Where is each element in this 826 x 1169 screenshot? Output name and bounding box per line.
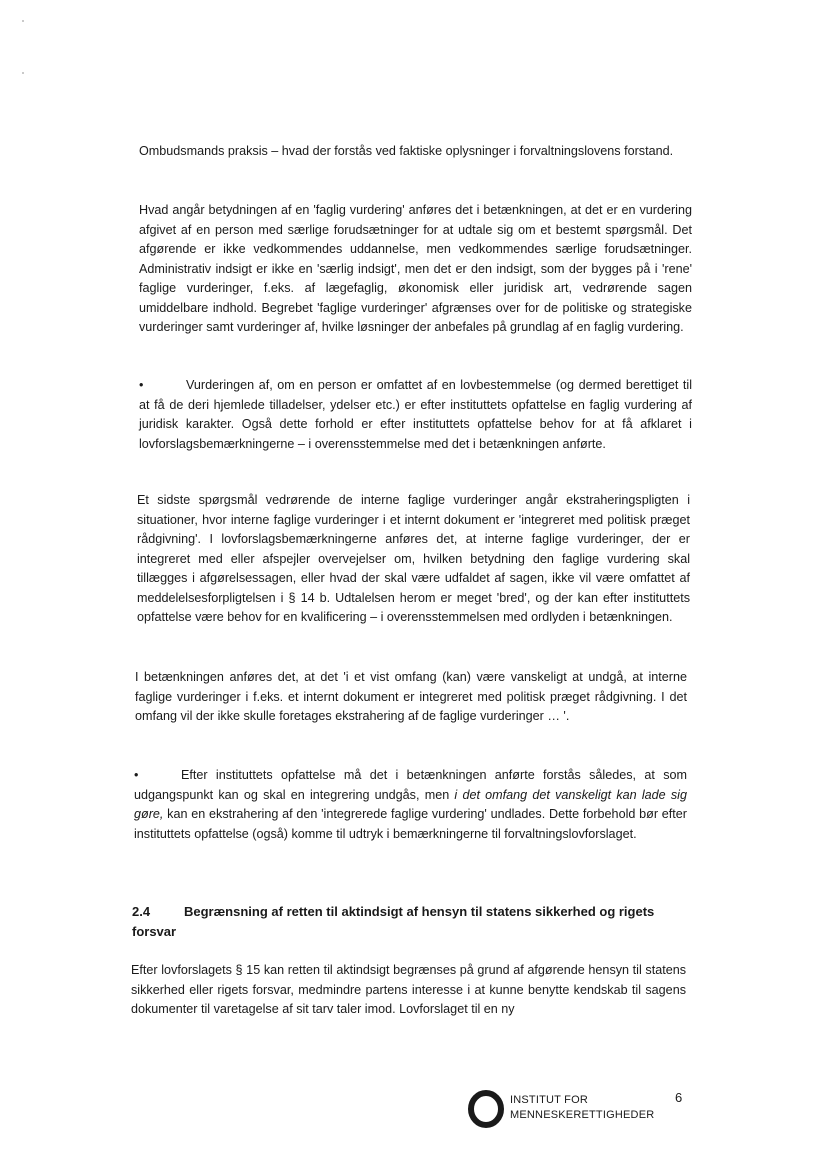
paragraph-4: Et sidste spørgsmål vedrørende de interne faglige vurderinger angår ekstraheringspligten i situationer, hvor interne faglige vurderinger i et internt dokument er 'integreret med politisk præget rådgivning'. I lovforslagsbemærkningerne anføres det, at interne faglige vurderinger, der er integreret med eller afspejler overvejelser om, hvilken betydning den faglige vurdering skal tillægges i afgørelsessagen, eller hvad der skal være udfaldet af sagen, ikke vil være omfattet af meddelelsesforpligtelsen i § 14 b. Udtalelsen herom er meget 'bred', og der kan efter instituttets opfattelse være behov for en kvalificering – i overensstemmelsen med ordlyden i betænkningen. (137, 493, 690, 624)
paragraph-3-text: Vurderingen af, om en person er omfattet af en lovbestemmelse (og dermed berettiget til at få de deri hjemlede tilladelser, ydelser etc.) er efter instituttets opfattelse en faglig vurdering af juridisk karakter. Også dette forhold er efter instituttets opfattelse behov for at få afklaret i lovforslagsbemærkningerne – i overensstemmelse med det i betænkningen anførte. (139, 378, 692, 451)
paragraph-6-text-a: Efter instituttets opfattelse må det i betænkningen anførte forstås således, at som udgangspunkt kan og skal en integrering undgås, men (134, 768, 687, 802)
paragraph-3-bullet (139, 376, 692, 454)
paragraph-1: Ombudsmands praksis – hvad der forstås ved faktiske oplysninger i forvaltningslovens forstand. (139, 144, 674, 158)
section-title: Begrænsning af retten til aktindsigt af hensyn til statens sikkerhed og rigets forsvar (132, 904, 655, 939)
paragraph-6-bullet (134, 766, 687, 844)
bullet-marker: • (134, 768, 139, 782)
bullet-marker: • (139, 378, 144, 392)
paragraph-7: Efter lovforslagets § 15 kan retten til aktindsigt begrænses på grund af afgørende hensyn til statens sikkerhed eller rigets forsvar, medmindre partens interesse i at kunne benytte kendskab til sagens dokumenter til varetagelse af sit tarv taler imod. Lovforslaget til en ny (131, 963, 686, 1016)
page-number: 6 (675, 1090, 683, 1105)
footer-org-line1: INSTITUT FOR (510, 1094, 588, 1106)
ring-logo-icon (467, 1089, 507, 1129)
scan-speck (22, 72, 24, 74)
section-number: 2.4 (132, 904, 151, 919)
footer-org-name (510, 1093, 654, 1123)
footer-org-line2: MENNESKERETTIGHEDER (510, 1109, 655, 1121)
paragraph-2: Hvad angår betydningen af en 'faglig vurdering' anføres det i betænkningen, at det er en vurdering afgivet af en person med særlige forudsætninger for at udtale sig om et bestemt spørgsmål. Det afgørende er ikke vedkommendes uddannelse, men vedkommendes særlige forudsætninger. Administrativ indsigt er ikke en 'særlig indsigt', men det er den indsigt, som der bygges på i 'rene' faglige vurderinger, f.eks. af lægefaglig, økonomisk eller juridisk art, vedrørende sagen umiddelbare indhold. Begrebet 'faglige vurderinger' afgrænses over for de politiske og strategiske vurderinger samt vurderinger af, hvilke løsninger der anbefales på grundlag af en faglig vurdering. (139, 203, 692, 334)
paragraph-6-emphasis: i det omfang det vanskeligt kan lade sig gøre, (134, 787, 687, 821)
section-heading (132, 902, 687, 941)
paragraph-5: I betænkningen anføres det, at det 'i et vist omfang (kan) være vanskeligt at undgå, at interne faglige vurderinger i f.eks. et internt dokument er integreret med politisk præget rådgivning. I det omfang vil der ikke skulle foretages ekstrahering af de faglige vurderinger … '. (135, 670, 687, 723)
scan-speck (22, 20, 24, 22)
paragraph-6-text-b: kan en ekstrahering af den 'integrerede faglige vurdering' undlades. Dette forbehold bør efter instituttets opfattelse (også) komme til udtryk i bemærkningerne til forvaltningslovforslaget. (134, 807, 687, 841)
